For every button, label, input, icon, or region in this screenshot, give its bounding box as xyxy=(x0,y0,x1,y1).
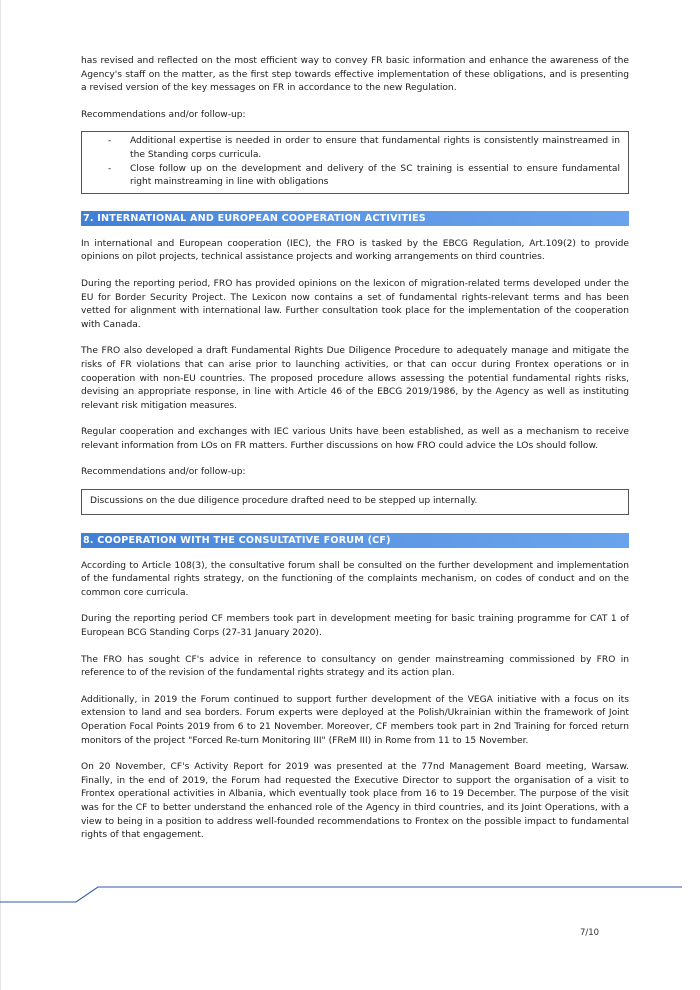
section-8-paragraph-3: The FRO has sought CF's advice in reference to consultancy on gender mainstreaming commissioned by FRO in reference to of the revision of the fundamental rights strategy and its action plan. xyxy=(81,654,629,679)
section-7-paragraph-3: The FRO also developed a draft Fundamental Rights Due Diligence Procedure to adequately manage and mitigate the risks of FR violations that can arise prior to launching activities, or that can occur during Frontex operations or in cooperation with non-EU countries. The proposed procedure allows assessing the potential fundamental rights risks, devising an appropriate response, in line with Article 46 of the EBCG 2019/1986, by the Agency as well as instituting relevant risk mitigation measures. xyxy=(81,346,629,411)
section-7-recommendation-box xyxy=(81,489,629,515)
section-7-paragraph-2: During the reporting period, FRO has provided opinions on the lexicon of migration-related terms developed under the EU for Border Security Project. The Lexicon now contains a set of fundamental rights-relevant terms and has been vetted for alignment with international law. Further consultation took place for the implementation of the cooperation with Canada. xyxy=(81,278,629,330)
section-7-paragraph-1: In international and European cooperation (IEC), the FRO is tasked by the EBCG Regulation, Art.109(2) to provide opinions on pilot projects, technical assistance projects and working arrangements on third countries. xyxy=(81,238,629,263)
section-8-paragraph-2: During the reporting period CF members took part in development meeting for basic training programme for CAT 1 of European BCG Standing Corps (27-31 January 2020). xyxy=(81,614,629,639)
page-edge xyxy=(0,0,1,990)
section-7-paragraph-4: Regular cooperation and exchanges with IEC various Units have been established, as well as a mechanism to receive relevant information from LOs on FR matters. Further discussions on how FRO could advice the LOs should follow. xyxy=(81,427,629,451)
section-8-paragraph-1: According to Article 108(3), the consultative forum shall be consulted on the further development and implementation of the fundamental rights strategy, on the functioning of the complaints mechanism, on codes of conduct and on the common core curricula. xyxy=(81,560,629,598)
section-8-paragraph-5: On 20 November, CF's Activity Report for 2019 was presented at the 77nd Management Board meeting, Warsaw. Finally, in the end of 2019, the Forum had requested the Executive Director to support the organisation of a visit to Frontex operational activities in Albania, which eventually took place from 16 to 19 December. The purpose of the visit was for the CF to better understand the enhanced role of the Agency in third countries, and its Joint Operations, with a view to being in a position to address well-founded recommendations to Frontex on the possible impact to fundamental rights of that engagement. xyxy=(81,762,629,841)
intro-paragraph: has revised and reflected on the most efficient way to convey FR basic information and enhance the awareness of the Agency's staff on the matter, as the first step towards effective implementation of these obligations, and is presenting a revised version of the key messages on FR in accordance to the new Regulation. xyxy=(81,56,629,94)
section-8-paragraph-4: Additionally, in 2019 the Forum continued to support further development of the VEGA initiative with a focus on its extension to land and sea borders. Forum experts were deployed at the Polish/Ukrainian within the framework of Joint Operation Focal Points 2019 from 6 to 21 November. Moreover, CF members took part in 2nd Training for forced return monitors of the project "Forced Re-turn Monitoring III" (FReM III) in Rome from 11 to 15 November. xyxy=(81,694,629,746)
section-7-recommendation: Discussions on the due diligence procedure drafted need to be stepped up internally. xyxy=(90,496,478,507)
footer-line-path xyxy=(0,887,682,902)
recommendation-item: - Additional expertise is needed in order to ensure that fundamental rights is consistently mainstreamed in the Standing corps curricula. xyxy=(108,135,620,162)
recommendations-box xyxy=(81,131,629,193)
page-number: 7/10 xyxy=(580,928,600,938)
section-8-header: 8. COOPERATION WITH THE CONSULTATIVE FORUM (CF) xyxy=(81,533,629,548)
footer-divider-line xyxy=(0,878,700,908)
recommendation-item: - Close follow up on the development and delivery of the SC training is essential to ensure fundamental right mainstreaming in line with obligations xyxy=(108,163,620,190)
section-7-header: 7. INTERNATIONAL AND EUROPEAN COOPERATION ACTIVITIES xyxy=(81,211,629,226)
recommendations-list xyxy=(108,135,620,189)
recommendations-label: Recommendations and/or follow-up: xyxy=(81,109,246,120)
page-content xyxy=(81,55,629,843)
section-7-recommendations-label: Recommendations and/or follow-up: xyxy=(81,467,246,478)
